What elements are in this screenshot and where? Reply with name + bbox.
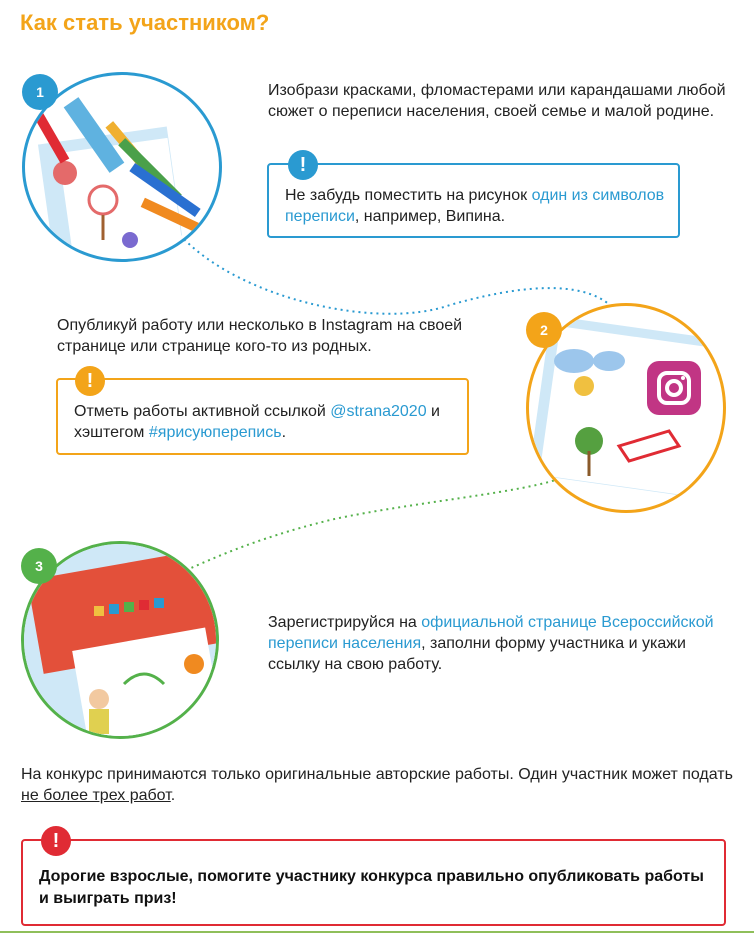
step-1-note-prefix: Не забудь поместить на рисунок <box>285 187 532 204</box>
step-2-text: Опубликуй работу или несколько в Instagram на своей странице или странице кого-то из родных. <box>57 317 463 355</box>
rules-text <box>21 764 733 806</box>
alert-text: Дорогие взрослые, помогите участнику конкурса правильно опубликовать работы и выиграть приз! <box>39 868 704 907</box>
rules-prefix: На конкурс принимаются только оригинальные авторские работы. Один участник может подать <box>21 766 733 783</box>
step-2-exclamation-icon: ! <box>75 366 105 396</box>
hashtag-link[interactable]: #ярисуюперепись <box>148 424 282 441</box>
step-2-badge: 2 <box>526 312 562 348</box>
step-2-note-text <box>74 401 464 443</box>
strana2020-link[interactable]: @strana2020 <box>330 403 427 420</box>
step-3-text-prefix: Зарегистрируйся на <box>268 614 422 631</box>
step-2-note-prefix: Отметь работы активной ссылкой <box>74 403 331 420</box>
step-1-note-suffix: , например, Випина. <box>354 208 506 225</box>
rules-suffix: . <box>170 787 176 804</box>
symbols-link[interactable]: один из символов переписи <box>285 187 665 225</box>
step-3-badge: 3 <box>21 548 57 584</box>
alert-exclamation-icon: ! <box>41 826 71 856</box>
step-3-text-suffix: , заполни форму участника и укажи ссылку на свою работу. <box>268 635 686 673</box>
step-3-text <box>268 612 728 675</box>
bottom-divider <box>0 931 754 933</box>
max-works-link[interactable]: не более трех работ <box>21 787 171 804</box>
official-page-link[interactable]: официальной странице Всероссийской переписи населения <box>268 614 714 652</box>
step-1-exclamation-icon: ! <box>288 150 318 180</box>
step-2-note-suffix: . <box>281 424 287 441</box>
step-1-note-text <box>285 185 665 227</box>
step-2-note-middle: и хэштегом <box>74 403 440 441</box>
step-1-text: Изобрази красками, фломастерами или карандашами любой сюжет о переписи населения, своей семье и малой родине. <box>268 82 726 120</box>
step-1-badge: 1 <box>22 74 58 110</box>
page-title: Как стать участником? <box>20 10 270 35</box>
